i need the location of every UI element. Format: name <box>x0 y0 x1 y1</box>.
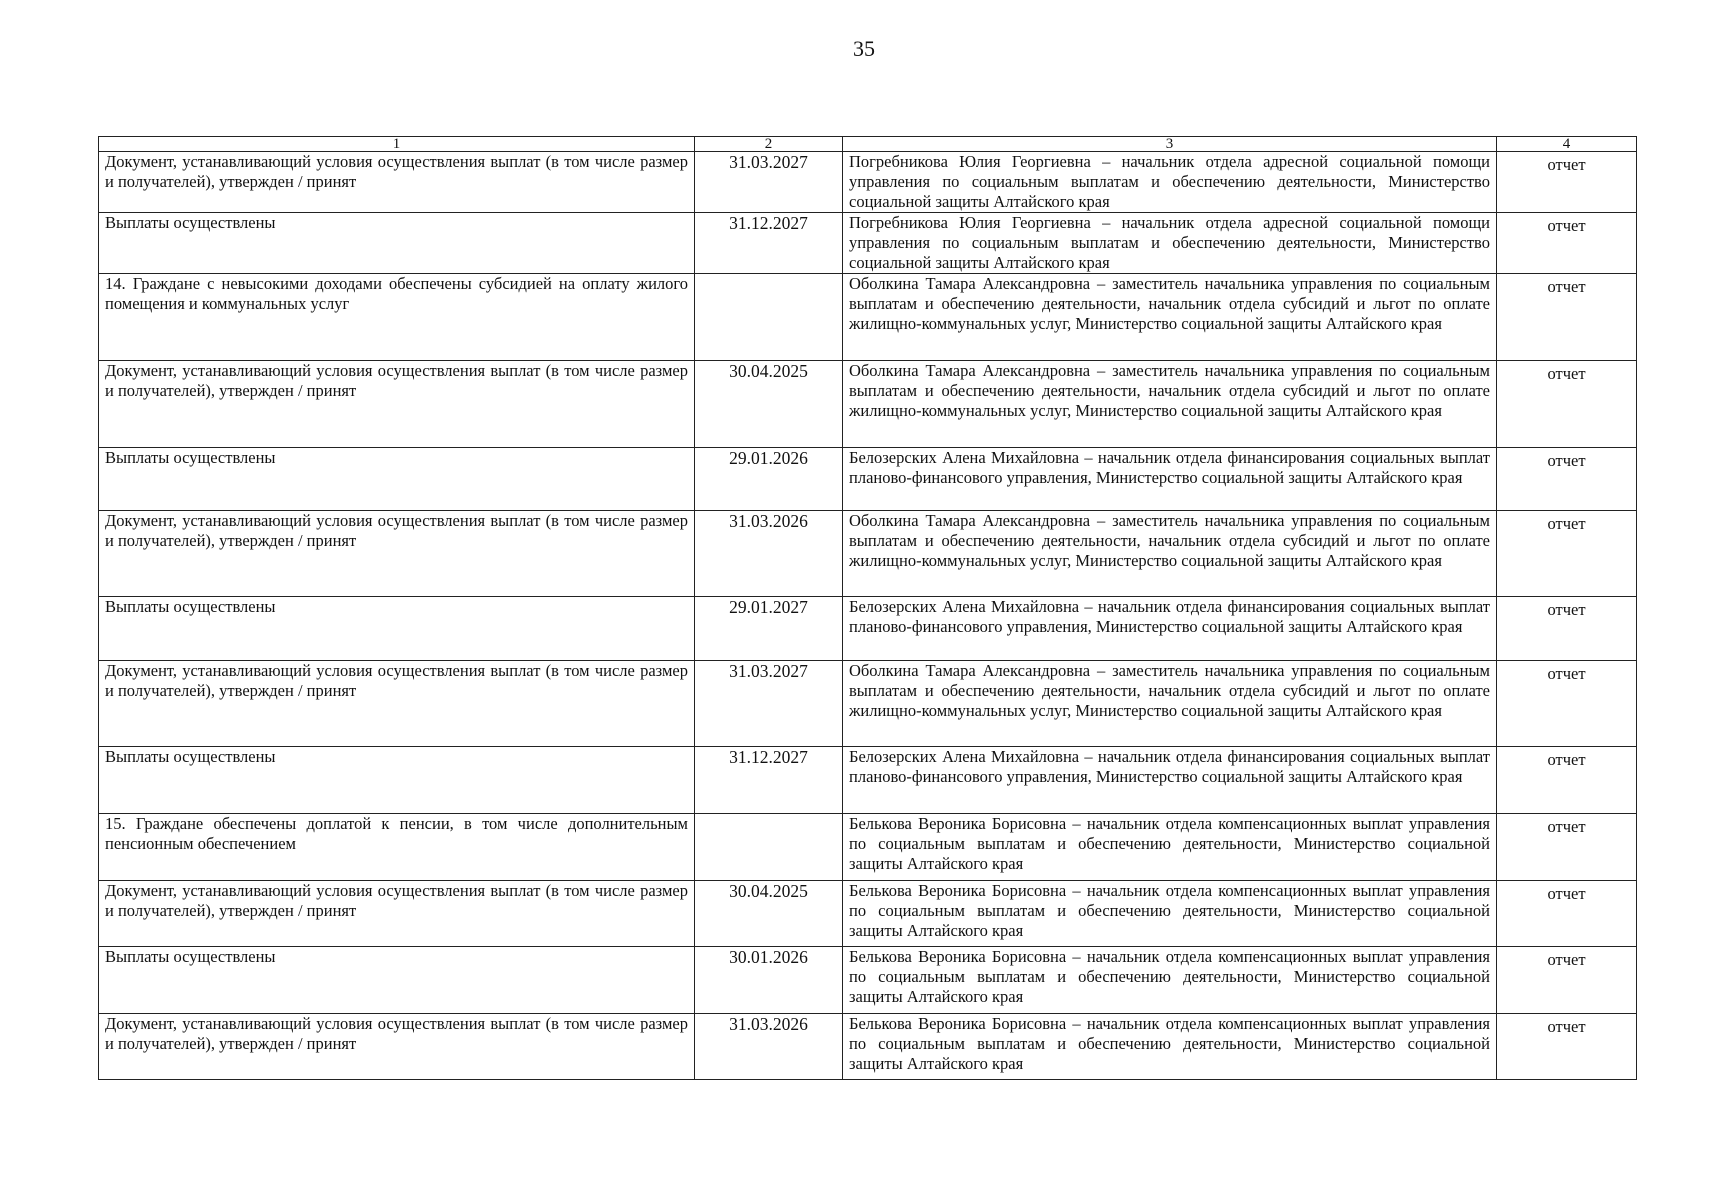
task-cell: Выплаты осуществлены <box>99 597 695 661</box>
date-cell: 31.12.2027 <box>695 747 843 814</box>
task-cell: 14. Граждане с невысокими доходами обеспечены субсидией на оплату жилого помещения и коммунальных услуг <box>99 274 695 361</box>
date-cell: 29.01.2026 <box>695 448 843 511</box>
table-row <box>99 947 1637 1014</box>
task-cell: Документ, устанавливающий условия осуществления выплат (в том числе размер и получателей), утвержден / принят <box>99 361 695 448</box>
date-cell: 31.03.2026 <box>695 511 843 597</box>
responsible-cell: Белькова Вероника Борисовна – начальник отдела компенсационных выплат управления по социальным выплатам и обеспечению деятельности, Министерство социальной защиты Алтайского края <box>843 814 1497 881</box>
responsible-cell: Оболкина Тамара Александровна – заместитель начальника управления по социальным выплатам и обеспечению деятельности, начальник отдела субсидий и льгот по оплате жилищно-коммунальных услуг, Министерство социальной защиты Алтайского края <box>843 361 1497 448</box>
plan-table <box>98 136 1637 1080</box>
report-cell: отчет <box>1497 274 1637 361</box>
report-cell: отчет <box>1497 661 1637 747</box>
task-cell: Выплаты осуществлены <box>99 448 695 511</box>
report-cell: отчет <box>1497 361 1637 448</box>
report-cell: отчет <box>1497 213 1637 274</box>
responsible-cell: Белькова Вероника Борисовна – начальник отдела компенсационных выплат управления по социальным выплатам и обеспечению деятельности, Министерство социальной защиты Алтайского края <box>843 1014 1497 1080</box>
report-cell: отчет <box>1497 747 1637 814</box>
responsible-cell: Белькова Вероника Борисовна – начальник отдела компенсационных выплат управления по социальным выплатам и обеспечению деятельности, Министерство социальной защиты Алтайского края <box>843 881 1497 947</box>
report-cell: отчет <box>1497 1014 1637 1080</box>
date-cell: 31.03.2027 <box>695 152 843 213</box>
responsible-cell: Белькова Вероника Борисовна – начальник отдела компенсационных выплат управления по социальным выплатам и обеспечению деятельности, Министерство социальной защиты Алтайского края <box>843 947 1497 1014</box>
header-cell: 1 <box>99 137 695 152</box>
table-row <box>99 213 1637 274</box>
report-cell: отчет <box>1497 511 1637 597</box>
table-row <box>99 152 1637 213</box>
table-row <box>99 511 1637 597</box>
responsible-cell: Оболкина Тамара Александровна – заместитель начальника управления по социальным выплатам и обеспечению деятельности, начальник отдела субсидий и льгот по оплате жилищно-коммунальных услуг, Министерство социальной защиты Алтайского края <box>843 661 1497 747</box>
date-cell: 31.12.2027 <box>695 213 843 274</box>
task-cell: Выплаты осуществлены <box>99 213 695 274</box>
responsible-cell: Погребникова Юлия Георгиевна – начальник отдела адресной социальной помощи управления по социальным выплатам и обеспечению деятельности, Министерство социальной защиты Алтайского края <box>843 152 1497 213</box>
task-cell: Выплаты осуществлены <box>99 747 695 814</box>
table-row <box>99 274 1637 361</box>
report-cell: отчет <box>1497 597 1637 661</box>
header-cell: 2 <box>695 137 843 152</box>
table-header-row <box>99 137 1637 152</box>
table-row <box>99 597 1637 661</box>
header-cell: 3 <box>843 137 1497 152</box>
table-row <box>99 661 1637 747</box>
date-cell <box>695 274 843 361</box>
task-cell: Документ, устанавливающий условия осуществления выплат (в том числе размер и получателей), утвержден / принят <box>99 1014 695 1080</box>
task-cell: Документ, устанавливающий условия осуществления выплат (в том числе размер и получателей), утвержден / принят <box>99 661 695 747</box>
responsible-cell: Белозерских Алена Михайловна – начальник отдела финансирования социальных выплат планово-финансового управления, Министерство социальной защиты Алтайского края <box>843 597 1497 661</box>
table-row <box>99 814 1637 881</box>
report-cell: отчет <box>1497 448 1637 511</box>
table-row <box>99 1014 1637 1080</box>
table-row <box>99 881 1637 947</box>
date-cell: 29.01.2027 <box>695 597 843 661</box>
table-row <box>99 361 1637 448</box>
date-cell: 31.03.2027 <box>695 661 843 747</box>
responsible-cell: Белозерских Алена Михайловна – начальник отдела финансирования социальных выплат планово-финансового управления, Министерство социальной защиты Алтайского края <box>843 448 1497 511</box>
table-row <box>99 448 1637 511</box>
date-cell <box>695 814 843 881</box>
task-cell: 15. Граждане обеспечены доплатой к пенсии, в том числе дополнительным пенсионным обеспечением <box>99 814 695 881</box>
task-cell: Документ, устанавливающий условия осуществления выплат (в том числе размер и получателей), утвержден / принят <box>99 152 695 213</box>
header-cell: 4 <box>1497 137 1637 152</box>
page-number: 35 <box>853 36 875 61</box>
responsible-cell: Белозерских Алена Михайловна – начальник отдела финансирования социальных выплат планово-финансового управления, Министерство социальной защиты Алтайского края <box>843 747 1497 814</box>
report-cell: отчет <box>1497 152 1637 213</box>
date-cell: 31.03.2026 <box>695 1014 843 1080</box>
table-row <box>99 747 1637 814</box>
responsible-cell: Оболкина Тамара Александровна – заместитель начальника управления по социальным выплатам и обеспечению деятельности, начальник отдела субсидий и льгот по оплате жилищно-коммунальных услуг, Министерство социальной защиты Алтайского края <box>843 511 1497 597</box>
responsible-cell: Погребникова Юлия Георгиевна – начальник отдела адресной социальной помощи управления по социальным выплатам и обеспечению деятельности, Министерство социальной защиты Алтайского края <box>843 213 1497 274</box>
date-cell: 30.04.2025 <box>695 361 843 448</box>
report-cell: отчет <box>1497 814 1637 881</box>
report-cell: отчет <box>1497 881 1637 947</box>
task-cell: Документ, устанавливающий условия осуществления выплат (в том числе размер и получателей), утвержден / принят <box>99 881 695 947</box>
date-cell: 30.04.2025 <box>695 881 843 947</box>
date-cell: 30.01.2026 <box>695 947 843 1014</box>
task-cell: Документ, устанавливающий условия осуществления выплат (в том числе размер и получателей), утвержден / принят <box>99 511 695 597</box>
responsible-cell: Оболкина Тамара Александровна – заместитель начальника управления по социальным выплатам и обеспечению деятельности, начальник отдела субсидий и льгот по оплате жилищно-коммунальных услуг, Министерство социальной защиты Алтайского края <box>843 274 1497 361</box>
task-cell: Выплаты осуществлены <box>99 947 695 1014</box>
report-cell: отчет <box>1497 947 1637 1014</box>
